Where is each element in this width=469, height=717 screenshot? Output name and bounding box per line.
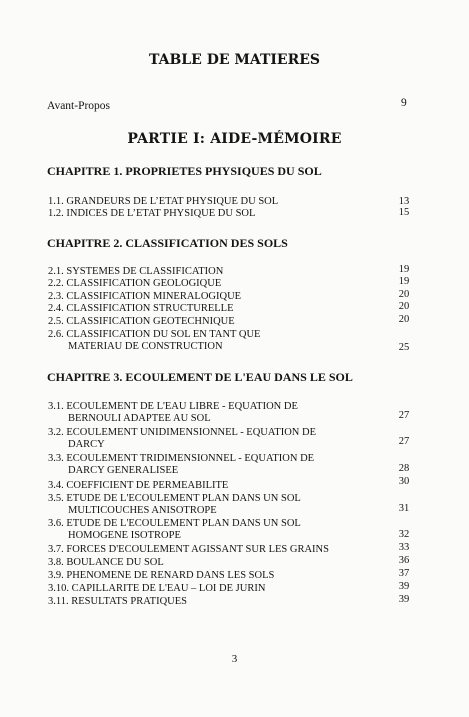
toc-entry: 3.2. ECOULEMENT UNIDIMENSIONNEL - EQUATION DE DARCY	[48, 427, 317, 450]
toc-entry: 3.11. RESULTATS PRATIQUES	[48, 596, 187, 607]
toc-entry: 3.7. FORCES D'ECOULEMENT AGISSANT SUR LES GRAINS	[48, 544, 329, 555]
toc-entry: 2.3. CLASSIFICATION MINERALOGIQUE	[48, 291, 242, 302]
toc-entry: 3.8. BOULANCE DU SOL	[48, 557, 164, 568]
toc-entry-page: 39	[398, 594, 410, 605]
toc-entry: 3.9. PHENOMENE DE RENARD DANS LES SOLS	[48, 570, 275, 581]
toc-entry-page: 13	[398, 196, 410, 207]
avant-propos-label: Avant-Propos	[47, 100, 111, 112]
toc-entry-page: 20	[398, 301, 410, 312]
toc-entry: 3.3. ECOULEMENT TRIDIMENSIONNEL - EQUATION DE DARCY GENERALISEE	[48, 453, 315, 476]
toc-entry-page: 25	[398, 342, 410, 353]
toc-entry: 2.6. CLASSIFICATION DU SOL EN TANT QUE MATERIAU DE CONSTRUCTION	[48, 329, 261, 352]
page-number: 3	[231, 653, 238, 665]
toc-entry-page: 27	[398, 410, 410, 421]
toc-entry-page: 37	[398, 568, 410, 579]
toc-entry-page: 33	[398, 542, 410, 553]
toc-entry: 3.6. ETUDE DE L'ECOULEMENT PLAN DANS UN SOL HOMOGENE ISOTROPE	[48, 518, 301, 541]
toc-entry-page: 15	[398, 207, 410, 218]
page-title: TABLE DE MATIERES	[148, 52, 321, 68]
toc-entry-page: 20	[398, 289, 410, 300]
avant-propos-page: 9	[401, 97, 407, 109]
toc-entry: 3.4. COEFFICIENT DE PERMEABILITE	[48, 480, 229, 491]
toc-entry-page: 28	[398, 463, 410, 474]
chapter-3-title: CHAPITRE 3. ECOULEMENT DE L'EAU DANS LE SOL	[47, 370, 353, 384]
toc-entry: 3.10. CAPILLARITE DE L'EAU – LOI DE JURIN	[48, 583, 266, 594]
toc-entry: 1.1. GRANDEURS DE L’ETAT PHYSIQUE DU SOL	[48, 196, 279, 207]
toc-entry: 2.1. SYSTEMES DE CLASSIFICATION	[48, 266, 224, 277]
chapter-1-title: CHAPITRE 1. PROPRIETES PHYSIQUES DU SOL	[47, 164, 322, 178]
toc-entry-page: 30	[398, 476, 410, 487]
toc-entry-page: 36	[398, 555, 410, 566]
toc-entry: 2.2. CLASSIFICATION GEOLOGIQUE	[48, 278, 222, 289]
toc-entry: 3.1. ECOULEMENT DE L'EAU LIBRE - EQUATION DE BERNOULI ADAPTEE AU SOL	[48, 401, 298, 424]
toc-entry-page: 39	[398, 581, 410, 592]
toc-entry: 2.5. CLASSIFICATION GEOTECHNIQUE	[48, 316, 235, 327]
chapter-2-title: CHAPITRE 2. CLASSIFICATION DES SOLS	[47, 236, 288, 250]
toc-entry-page: 32	[398, 529, 410, 540]
toc-entry: 1.2. INDICES DE L’ETAT PHYSIQUE DU SOL	[48, 208, 256, 219]
toc-entry-page: 19	[398, 264, 410, 275]
toc-entry-page: 31	[398, 503, 410, 514]
toc-entry-page: 20	[398, 314, 410, 325]
toc-entry-page: 19	[398, 276, 410, 287]
toc-entry: 2.4. CLASSIFICATION STRUCTURELLE	[48, 303, 234, 314]
part-heading: PARTIE I: AIDE-MÉMOIRE	[127, 131, 342, 147]
toc-entry: 3.5. ETUDE DE L'ECOULEMENT PLAN DANS UN SOL MULTICOUCHES ANISOTROPE	[48, 493, 301, 516]
toc-entry-page: 27	[398, 436, 410, 447]
